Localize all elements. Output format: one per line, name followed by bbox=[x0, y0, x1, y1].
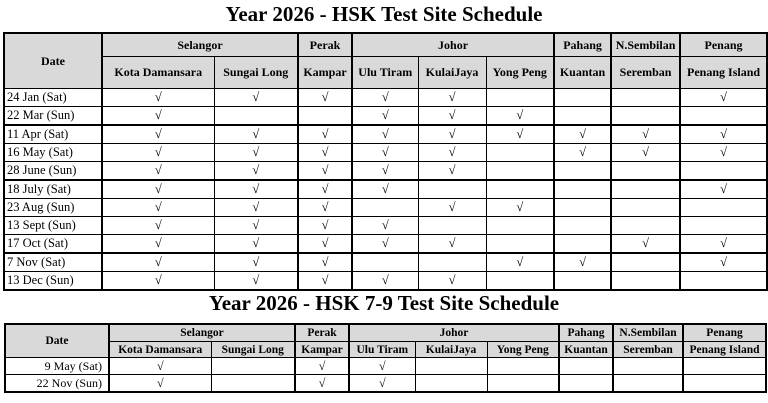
empty-cell bbox=[554, 180, 611, 199]
hsk-schedule-table bbox=[3, 32, 768, 291]
check-mark-cell: √ bbox=[418, 107, 486, 126]
table-row bbox=[4, 199, 767, 217]
empty-cell bbox=[554, 272, 611, 291]
empty-cell bbox=[559, 375, 613, 393]
empty-cell bbox=[611, 162, 680, 181]
check-mark-cell: √ bbox=[611, 235, 680, 254]
check-mark-cell: √ bbox=[352, 272, 418, 291]
site-header-ulu-tiram: Ulu Tiram bbox=[352, 57, 418, 89]
check-mark-cell: √ bbox=[214, 144, 298, 162]
date-cell: 13 Dec (Sun) bbox=[4, 272, 102, 291]
check-mark-cell: √ bbox=[554, 144, 611, 162]
site-header-kota-damansara: Kota Damansara bbox=[102, 57, 214, 89]
empty-cell bbox=[611, 89, 680, 107]
check-mark-cell: √ bbox=[102, 272, 214, 291]
check-mark-cell: √ bbox=[349, 358, 415, 375]
empty-cell bbox=[418, 180, 486, 199]
schedule-body bbox=[4, 89, 767, 291]
site-header-penang-island: Penang Island bbox=[680, 57, 767, 89]
site-header-sungai-long: Sungai Long bbox=[214, 57, 298, 89]
site-header-ulu-tiram: Ulu Tiram bbox=[349, 342, 415, 358]
check-mark-cell: √ bbox=[680, 144, 767, 162]
check-mark-cell: √ bbox=[418, 162, 486, 181]
check-mark-cell: √ bbox=[109, 358, 211, 375]
check-mark-cell: √ bbox=[102, 253, 214, 272]
state-header-selangor: Selangor bbox=[102, 33, 298, 57]
empty-cell bbox=[486, 217, 554, 235]
empty-cell bbox=[680, 199, 767, 217]
table-row bbox=[4, 162, 767, 181]
state-header-perak: Perak bbox=[298, 33, 352, 57]
hsk79-schedule-table bbox=[4, 323, 767, 393]
empty-cell bbox=[554, 89, 611, 107]
check-mark-cell: √ bbox=[680, 89, 767, 107]
empty-cell bbox=[559, 358, 613, 375]
check-mark-cell: √ bbox=[418, 199, 486, 217]
check-mark-cell: √ bbox=[680, 235, 767, 254]
check-mark-cell: √ bbox=[298, 144, 352, 162]
check-mark-cell: √ bbox=[554, 125, 611, 144]
check-mark-cell: √ bbox=[352, 89, 418, 107]
empty-cell bbox=[613, 375, 683, 393]
table-row bbox=[4, 235, 767, 254]
table-row bbox=[4, 180, 767, 199]
site-header-yong-peng: Yong Peng bbox=[486, 57, 554, 89]
check-mark-cell: √ bbox=[214, 235, 298, 254]
site-header-sungai-long: Sungai Long bbox=[211, 342, 295, 358]
empty-cell bbox=[486, 235, 554, 254]
check-mark-cell: √ bbox=[102, 180, 214, 199]
empty-cell bbox=[613, 358, 683, 375]
schedule79-title: Year 2026 - HSK 7-9 Test Site Schedule bbox=[208, 291, 560, 315]
empty-cell bbox=[486, 180, 554, 199]
empty-cell bbox=[680, 107, 767, 126]
check-mark-cell: √ bbox=[418, 144, 486, 162]
empty-cell bbox=[486, 162, 554, 181]
empty-cell bbox=[487, 375, 559, 393]
date-cell: 11 Apr (Sat) bbox=[4, 125, 102, 144]
table-row bbox=[4, 272, 767, 291]
check-mark-cell: √ bbox=[298, 217, 352, 235]
empty-cell bbox=[611, 180, 680, 199]
table-row bbox=[4, 89, 767, 107]
table-row bbox=[4, 125, 767, 144]
check-mark-cell: √ bbox=[295, 375, 349, 393]
check-mark-cell: √ bbox=[352, 107, 418, 126]
schedule-title: Year 2026 - HSK Test Site Schedule bbox=[225, 2, 543, 26]
empty-cell bbox=[352, 253, 418, 272]
empty-cell bbox=[680, 272, 767, 291]
check-mark-cell: √ bbox=[486, 107, 554, 126]
check-mark-cell: √ bbox=[298, 162, 352, 181]
state-header-pahang: Pahang bbox=[554, 33, 611, 57]
state-header-johor: Johor bbox=[349, 324, 559, 342]
site-header-kampar: Kampar bbox=[298, 57, 352, 89]
check-mark-cell: √ bbox=[214, 162, 298, 181]
date-cell: 7 Nov (Sat) bbox=[4, 253, 102, 272]
date-cell: 22 Nov (Sun) bbox=[5, 375, 109, 393]
site-header-kuantan: Kuantan bbox=[559, 342, 613, 358]
table-row bbox=[4, 144, 767, 162]
check-mark-cell: √ bbox=[214, 253, 298, 272]
state-header-selangor: Selangor bbox=[109, 324, 295, 342]
check-mark-cell: √ bbox=[418, 272, 486, 291]
site-header-kota-damansara: Kota Damansara bbox=[109, 342, 211, 358]
empty-cell bbox=[611, 217, 680, 235]
check-mark-cell: √ bbox=[298, 125, 352, 144]
check-mark-cell: √ bbox=[214, 272, 298, 291]
check-mark-cell: √ bbox=[298, 199, 352, 217]
empty-cell bbox=[486, 89, 554, 107]
state-header-nsembilan: N.Sembilan bbox=[611, 33, 680, 57]
empty-cell bbox=[683, 358, 766, 375]
empty-cell bbox=[352, 199, 418, 217]
check-mark-cell: √ bbox=[680, 125, 767, 144]
empty-cell bbox=[415, 375, 487, 393]
site-header-seremban: Seremban bbox=[611, 57, 680, 89]
check-mark-cell: √ bbox=[352, 162, 418, 181]
date-cell: 24 Jan (Sat) bbox=[4, 89, 102, 107]
check-mark-cell: √ bbox=[295, 358, 349, 375]
check-mark-cell: √ bbox=[486, 253, 554, 272]
check-mark-cell: √ bbox=[418, 235, 486, 254]
check-mark-cell: √ bbox=[611, 144, 680, 162]
table-row bbox=[4, 107, 767, 126]
schedule79-body bbox=[5, 358, 766, 393]
empty-cell bbox=[683, 375, 766, 393]
empty-cell bbox=[487, 358, 559, 375]
check-mark-cell: √ bbox=[214, 125, 298, 144]
state-header-penang: Penang bbox=[683, 324, 766, 342]
check-mark-cell: √ bbox=[298, 235, 352, 254]
site-header-yong-peng: Yong Peng bbox=[487, 342, 559, 358]
check-mark-cell: √ bbox=[102, 235, 214, 254]
date-header: Date bbox=[5, 324, 109, 358]
empty-cell bbox=[211, 375, 295, 393]
date-cell: 23 Aug (Sun) bbox=[4, 199, 102, 217]
empty-cell bbox=[554, 199, 611, 217]
empty-cell bbox=[554, 235, 611, 254]
date-header: Date bbox=[4, 33, 102, 89]
state-header-pahang: Pahang bbox=[559, 324, 613, 342]
date-cell: 16 May (Sat) bbox=[4, 144, 102, 162]
empty-cell bbox=[611, 253, 680, 272]
check-mark-cell: √ bbox=[418, 89, 486, 107]
date-cell: 22 Mar (Sun) bbox=[4, 107, 102, 126]
check-mark-cell: √ bbox=[352, 125, 418, 144]
check-mark-cell: √ bbox=[554, 253, 611, 272]
check-mark-cell: √ bbox=[298, 253, 352, 272]
empty-cell bbox=[554, 107, 611, 126]
table-row bbox=[5, 358, 766, 375]
empty-cell bbox=[554, 162, 611, 181]
empty-cell bbox=[415, 358, 487, 375]
check-mark-cell: √ bbox=[486, 125, 554, 144]
empty-cell bbox=[611, 107, 680, 126]
check-mark-cell: √ bbox=[298, 89, 352, 107]
date-cell: 17 Oct (Sat) bbox=[4, 235, 102, 254]
empty-cell bbox=[418, 253, 486, 272]
site-header-penang-island: Penang Island bbox=[683, 342, 766, 358]
check-mark-cell: √ bbox=[298, 272, 352, 291]
check-mark-cell: √ bbox=[102, 125, 214, 144]
check-mark-cell: √ bbox=[102, 89, 214, 107]
empty-cell bbox=[211, 358, 295, 375]
state-header-nsembilan: N.Sembilan bbox=[613, 324, 683, 342]
check-mark-cell: √ bbox=[214, 199, 298, 217]
check-mark-cell: √ bbox=[214, 89, 298, 107]
check-mark-cell: √ bbox=[102, 217, 214, 235]
site-header-seremban: Seremban bbox=[613, 342, 683, 358]
empty-cell bbox=[418, 217, 486, 235]
check-mark-cell: √ bbox=[102, 144, 214, 162]
check-mark-cell: √ bbox=[352, 217, 418, 235]
table-row bbox=[5, 375, 766, 393]
check-mark-cell: √ bbox=[352, 235, 418, 254]
site-header-kulaijaya: KulaiJaya bbox=[415, 342, 487, 358]
site-header-kuantan: Kuantan bbox=[554, 57, 611, 89]
check-mark-cell: √ bbox=[352, 144, 418, 162]
date-cell: 28 June (Sun) bbox=[4, 162, 102, 181]
empty-cell bbox=[611, 272, 680, 291]
check-mark-cell: √ bbox=[611, 125, 680, 144]
empty-cell bbox=[680, 162, 767, 181]
empty-cell bbox=[298, 107, 352, 126]
empty-cell bbox=[486, 144, 554, 162]
empty-cell bbox=[486, 272, 554, 291]
check-mark-cell: √ bbox=[109, 375, 211, 393]
check-mark-cell: √ bbox=[214, 180, 298, 199]
check-mark-cell: √ bbox=[298, 180, 352, 199]
empty-cell bbox=[611, 199, 680, 217]
state-header-penang: Penang bbox=[680, 33, 767, 57]
table-row bbox=[4, 253, 767, 272]
check-mark-cell: √ bbox=[102, 199, 214, 217]
check-mark-cell: √ bbox=[680, 180, 767, 199]
check-mark-cell: √ bbox=[352, 180, 418, 199]
empty-cell bbox=[214, 107, 298, 126]
check-mark-cell: √ bbox=[486, 199, 554, 217]
date-cell: 13 Sept (Sun) bbox=[4, 217, 102, 235]
check-mark-cell: √ bbox=[418, 125, 486, 144]
date-cell: 9 May (Sat) bbox=[5, 358, 109, 375]
date-cell: 18 July (Sat) bbox=[4, 180, 102, 199]
check-mark-cell: √ bbox=[102, 107, 214, 126]
state-header-perak: Perak bbox=[295, 324, 349, 342]
site-header-kulaijaya: KulaiJaya bbox=[418, 57, 486, 89]
empty-cell bbox=[680, 217, 767, 235]
check-mark-cell: √ bbox=[680, 253, 767, 272]
table-row bbox=[4, 217, 767, 235]
check-mark-cell: √ bbox=[214, 217, 298, 235]
site-header-kampar: Kampar bbox=[295, 342, 349, 358]
check-mark-cell: √ bbox=[349, 375, 415, 393]
state-header-johor: Johor bbox=[352, 33, 554, 57]
check-mark-cell: √ bbox=[102, 162, 214, 181]
empty-cell bbox=[554, 217, 611, 235]
